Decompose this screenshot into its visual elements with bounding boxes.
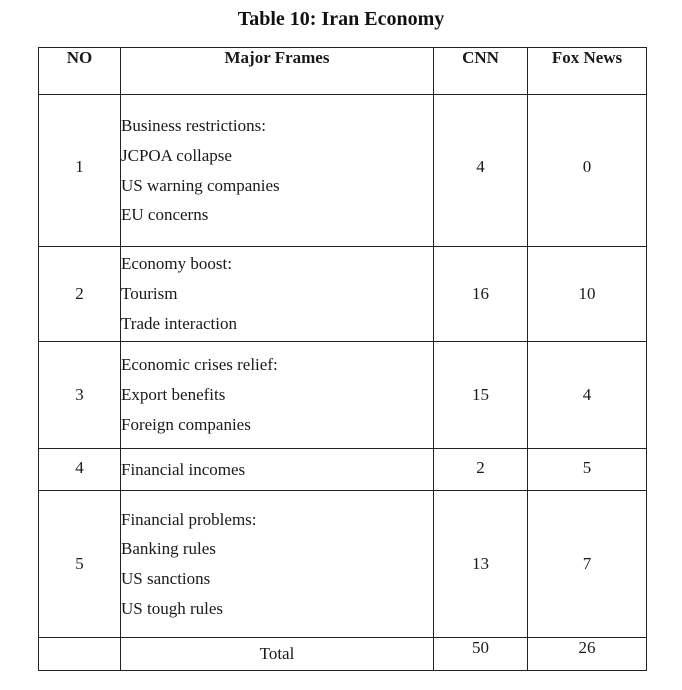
fox-count: 0 <box>528 95 647 247</box>
total-label: Total <box>121 638 434 671</box>
header-fox-news: Fox News <box>528 48 647 95</box>
header-row <box>39 48 647 95</box>
frame-subitem: US warning companies <box>121 175 280 195</box>
cnn-count: 15 <box>434 342 528 449</box>
fox-count: 4 <box>528 342 647 449</box>
frame-heading: Financial incomes <box>121 459 246 479</box>
frame-subitem: JCPOA collapse <box>121 145 232 165</box>
total-row <box>39 638 647 671</box>
cnn-count: 13 <box>434 491 528 638</box>
frame-cell <box>121 491 434 638</box>
cnn-count: 4 <box>434 95 528 247</box>
frame-cell <box>121 449 434 491</box>
frame-heading: Economy boost: <box>121 254 232 274</box>
fox-count: 5 <box>528 449 647 491</box>
row-number: 1 <box>39 95 121 247</box>
table-row <box>39 95 647 247</box>
header-major-frames: Major Frames <box>121 48 434 95</box>
frame-heading: Economic crises relief: <box>121 355 278 375</box>
iran-economy-table <box>38 47 647 671</box>
total-cnn: 50 <box>434 638 528 671</box>
frame-subitem: Foreign companies <box>121 414 251 434</box>
frame-subitem: EU concerns <box>121 205 209 225</box>
frame-subitem: US tough rules <box>121 598 223 618</box>
cnn-count: 16 <box>434 247 528 342</box>
frame-cell <box>121 342 434 449</box>
frame-subitem: US sanctions <box>121 569 211 588</box>
table-title: Table 10: Iran Economy <box>237 8 445 30</box>
frame-subitem: Tourism <box>121 284 178 304</box>
row-number: 3 <box>39 342 121 449</box>
row-number: 4 <box>39 449 121 491</box>
frame-subitem: Banking rules <box>121 539 216 559</box>
total-fox: 26 <box>528 638 647 671</box>
frame-subitem: Export benefits <box>121 385 226 405</box>
header-cnn: CNN <box>434 48 528 95</box>
frame-cell <box>121 247 434 342</box>
row-number: 5 <box>39 491 121 638</box>
fox-count: 10 <box>528 247 647 342</box>
frame-cell <box>121 95 434 247</box>
table-row <box>39 491 647 638</box>
table-row <box>39 247 647 342</box>
fox-count: 7 <box>528 491 647 638</box>
table-row <box>39 449 647 491</box>
header-no: NO <box>39 48 121 95</box>
row-number: 2 <box>39 247 121 342</box>
total-empty-cell <box>39 638 121 671</box>
frame-subitem: Trade interaction <box>121 313 237 333</box>
frame-heading: Business restrictions: <box>121 116 266 136</box>
cnn-count: 2 <box>434 449 528 491</box>
table-row <box>39 342 647 449</box>
frame-heading: Financial problems: <box>121 509 257 529</box>
